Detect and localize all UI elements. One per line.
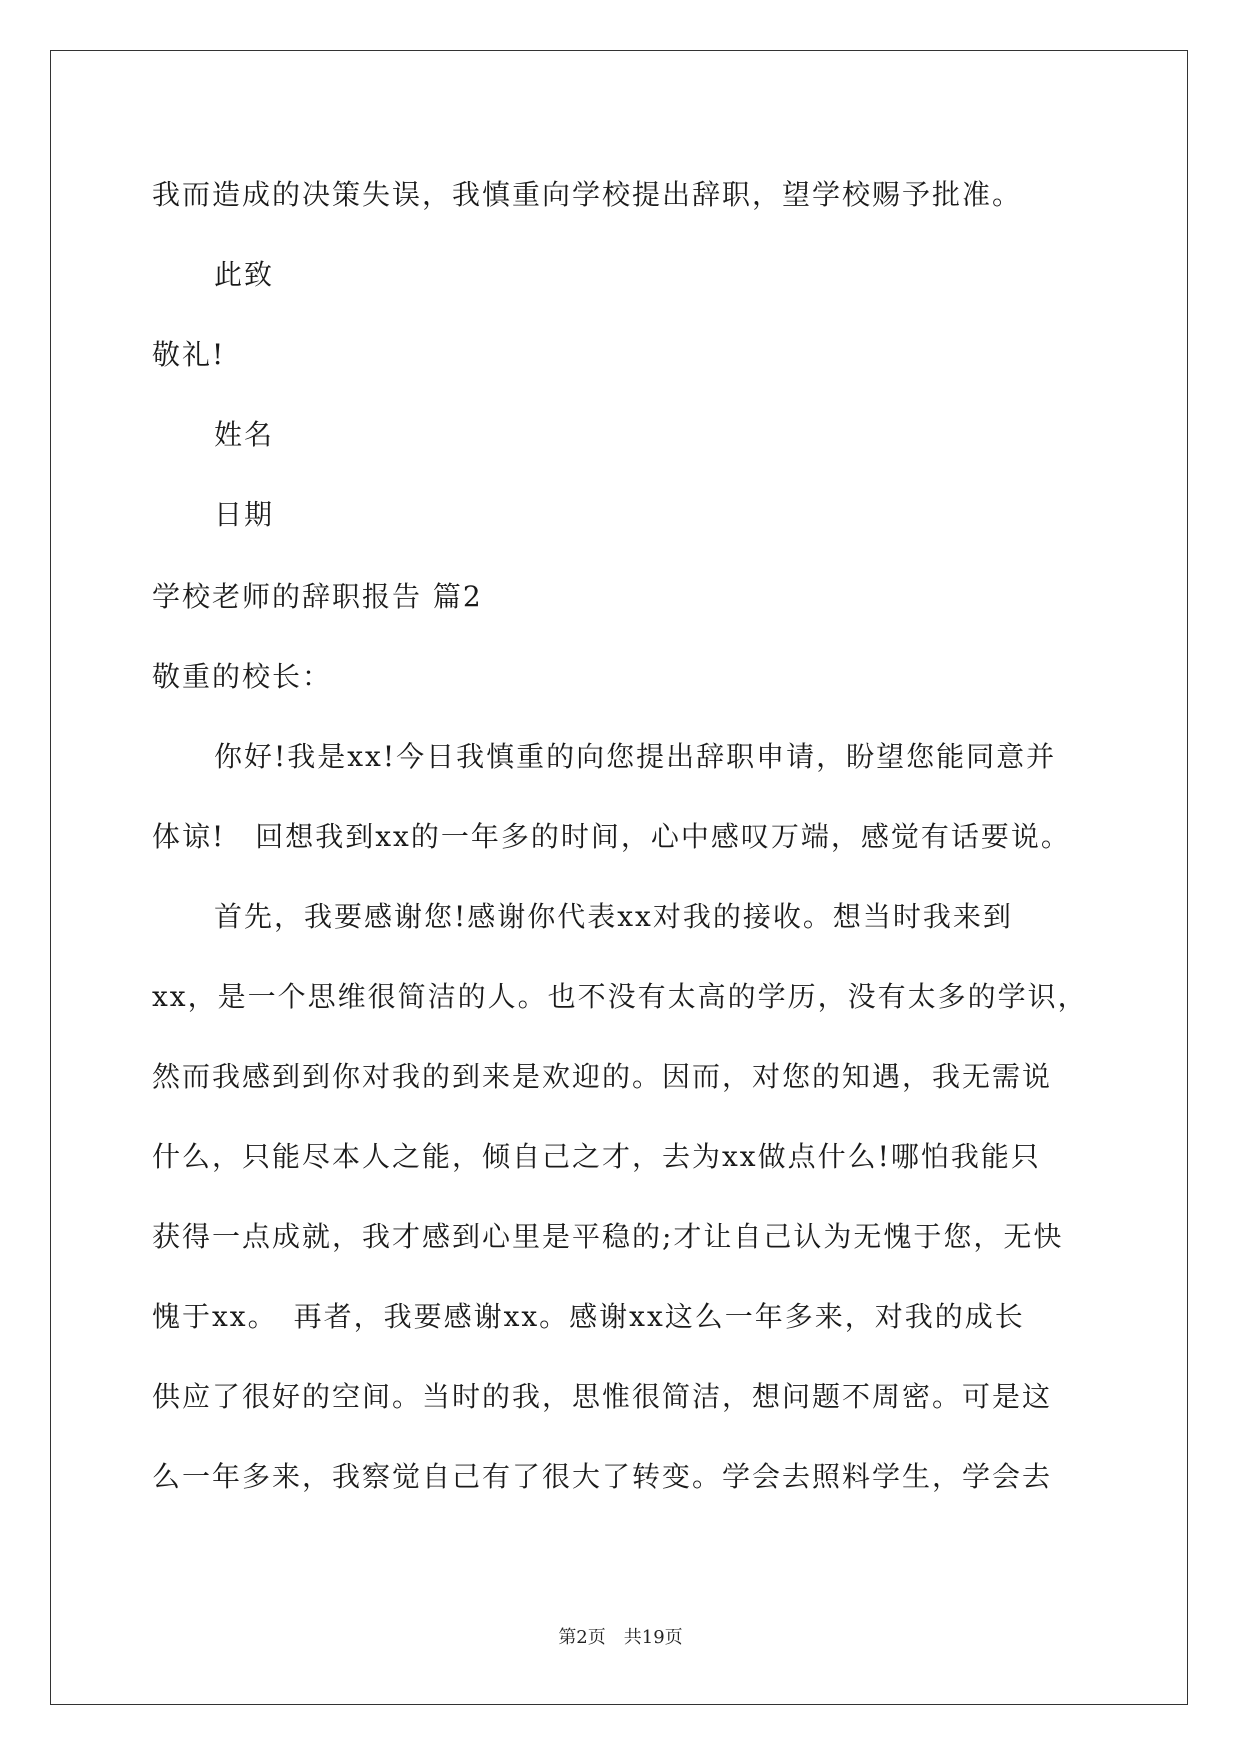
signature-name: 姓名 xyxy=(214,418,275,451)
text-line: xx，是一个思维很简洁的人。也不没有太高的学历，没有太多的学识， xyxy=(152,980,1088,1013)
closing-salutation: 此致 xyxy=(214,258,275,291)
section-title: 学校老师的辞职报告 篇2 xyxy=(152,580,483,613)
text-line: 体谅! 回想我到xx的一年多的时间，心中感叹万端，感觉有话要说。 xyxy=(152,820,1071,853)
page-number-current: 第2页 xyxy=(558,1627,606,1648)
page-footer xyxy=(0,1627,1241,1649)
text-line: 获得一点成就，我才感到心里是平稳的;才让自己认为无愧于您，无快 xyxy=(152,1220,1064,1253)
closing-regards: 敬礼! xyxy=(152,338,226,371)
text-line: 什么，只能尽本人之能，倾自己之才，去为xx做点什么!哪怕我能只 xyxy=(152,1140,1041,1173)
text-line: 然而我感到到你对我的到来是欢迎的。因而，对您的知遇，我无需说 xyxy=(152,1060,1053,1093)
text-line: 愧于xx。 再者，我要感谢xx。感谢xx这么一年多来，对我的成长 xyxy=(152,1300,1025,1333)
page-number-total: 共19页 xyxy=(623,1627,683,1648)
text-line: 首先，我要感谢您!感谢你代表xx对我的接收。想当时我来到 xyxy=(214,900,1013,933)
text-line: 你好!我是xx!今日我慎重的向您提出辞职申请，盼望您能同意并 xyxy=(214,740,1057,773)
text-line: 么一年多来，我察觉自己有了很大了转变。学会去照料学生，学会去 xyxy=(152,1460,1053,1493)
page-border xyxy=(50,50,1188,1705)
greeting: 敬重的校长： xyxy=(152,660,333,693)
text-line: 我而造成的决策失误，我慎重向学校提出辞职，望学校赐予批准。 xyxy=(152,178,1023,211)
signature-date: 日期 xyxy=(214,498,275,531)
text-line: 供应了很好的空间。当时的我，思惟很简洁，想问题不周密。可是这 xyxy=(152,1380,1053,1413)
